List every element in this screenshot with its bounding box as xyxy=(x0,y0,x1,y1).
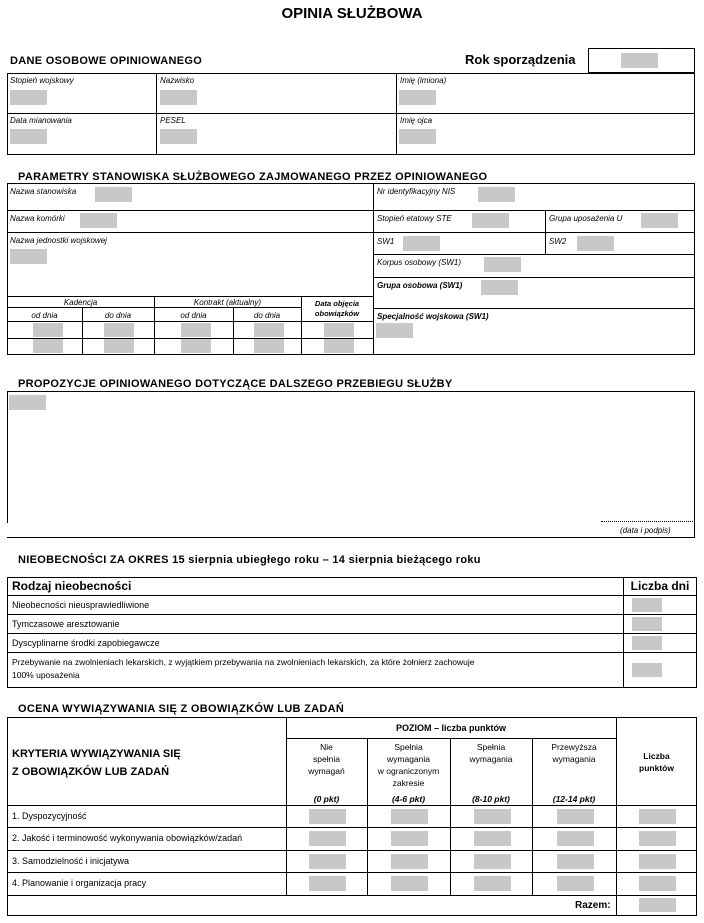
score-field-r3-c1[interactable] xyxy=(309,854,346,869)
ste-field[interactable] xyxy=(472,213,509,228)
surname-field[interactable] xyxy=(160,90,197,105)
contract-to-2[interactable] xyxy=(254,339,284,353)
cadence-to-2[interactable] xyxy=(104,339,134,353)
cadence-to-1[interactable] xyxy=(104,323,134,337)
absence-type-header: Rodzaj nieobecności xyxy=(12,579,132,593)
names-field[interactable] xyxy=(399,90,436,105)
surname-label: Nazwisko xyxy=(160,76,195,85)
pesel-field[interactable] xyxy=(160,129,197,144)
personal-table xyxy=(7,73,695,155)
father-label: Imię ojca xyxy=(400,116,433,125)
contract-from-1[interactable] xyxy=(181,323,211,337)
absence-row-4-cont: 100% uposażenia xyxy=(12,670,80,680)
sw2-field[interactable] xyxy=(577,236,614,251)
section-proposals-heading: PROPOZYCJE OPINIOWANEGO DOTYCZĄCE DALSZEGO PRZEBIEGU SŁUŻBY xyxy=(18,378,453,390)
contract-to: do dnia xyxy=(253,311,281,320)
score-field-r2-c1[interactable] xyxy=(309,831,346,846)
signature-label: (data i podpis) xyxy=(620,526,671,535)
corps-field[interactable] xyxy=(484,257,521,272)
absence-days-2[interactable] xyxy=(632,617,662,631)
cell-label: Nazwa komórki xyxy=(10,214,65,223)
level-col-3: Spełnia wymagania xyxy=(469,742,513,764)
pay-group-label: Grupa uposażenia U xyxy=(549,214,623,223)
cadence-from-2[interactable] xyxy=(33,339,63,353)
pts-col-1: (0 pkt) xyxy=(313,794,340,804)
section-position-heading: PARAMETRY STANOWISKA SŁUŻBOWEGO ZAJMOWANEGO PRZEZ OPINIOWANEGO xyxy=(18,171,488,183)
contract-header: Kontrakt (aktualny) xyxy=(193,298,262,307)
year-field[interactable] xyxy=(621,53,658,68)
specialty-field[interactable] xyxy=(376,323,413,338)
contract-from-2[interactable] xyxy=(181,339,211,353)
score-field-r4-c2[interactable] xyxy=(391,876,428,891)
rank-label: Stopień wojskowy xyxy=(10,76,74,85)
section-evaluation-heading: OCENA WYWIĄZYWANIA SIĘ Z OBOWIĄZKÓW LUB ZADAŃ xyxy=(18,703,345,715)
points-header: Liczba punktów xyxy=(639,751,674,773)
duties-date-header: Data objęcia xyxy=(314,299,360,308)
unit-label: Nazwa jednostki wojskowej xyxy=(10,236,107,245)
score-field-r4-c1[interactable] xyxy=(309,876,346,891)
score-field-r3-c2[interactable] xyxy=(391,854,428,869)
score-field-r3-c3[interactable] xyxy=(474,854,511,869)
nis-field[interactable] xyxy=(478,187,515,202)
names-label: Imię (imiona) xyxy=(400,76,447,85)
score-field-r3-c4[interactable] xyxy=(557,854,594,869)
score-field-r2-c5[interactable] xyxy=(639,831,676,846)
score-field-r1-c4[interactable] xyxy=(557,809,594,824)
section-absences-heading: NIEOBECNOŚCI ZA OKRES 15 sierpnia ubiegłego roku – 14 sierpnia bieżącego roku xyxy=(18,554,481,566)
group-field[interactable] xyxy=(481,280,518,295)
score-field-r2-c3[interactable] xyxy=(474,831,511,846)
absence-row-2: Tymczasowe aresztowanie xyxy=(12,619,120,629)
level-col-1: Nie spełnia wymagań xyxy=(308,742,345,776)
score-field-r4-c4[interactable] xyxy=(557,876,594,891)
proposals-box xyxy=(7,391,695,538)
criterion-row-3: 3. Samodzielność i inicjatywa xyxy=(12,856,130,866)
promo-date-label: Data mianowania xyxy=(10,116,72,125)
cell-field[interactable] xyxy=(80,213,117,228)
score-field-r1-c5[interactable] xyxy=(639,809,676,824)
score-field-r3-c5[interactable] xyxy=(639,854,676,869)
cadence-header: Kadencja xyxy=(63,298,98,307)
position-label: Nazwa stanowiska xyxy=(10,187,77,196)
level-col-4: Przewyższa wymagania xyxy=(551,742,597,764)
unit-field[interactable] xyxy=(10,249,47,264)
pesel-label: PESEL xyxy=(160,116,186,125)
level-col-2: Spełnia wymagania w ograniczonym zakresie xyxy=(377,742,440,788)
total-label: Razem: xyxy=(575,900,611,911)
sw1-label: SW1 xyxy=(377,237,395,246)
nis-label: Nr identyfikacyjny NIS xyxy=(377,187,456,196)
absence-days-4[interactable] xyxy=(632,663,662,677)
rank-field[interactable] xyxy=(10,90,47,105)
absence-days-header: Liczba dni xyxy=(630,579,690,593)
absence-days-3[interactable] xyxy=(632,636,662,650)
score-field-r4-c3[interactable] xyxy=(474,876,511,891)
absence-row-4: Przebywanie na zwolnieniach lekarskich, z wyjątkiem przebywania na zwolnieniach lekarskich, za które żołnierz zachowuje xyxy=(12,657,475,667)
page-title: OPINIA SŁUŻBOWA xyxy=(281,5,423,22)
score-field-r2-c2[interactable] xyxy=(391,831,428,846)
score-field-r1-c1[interactable] xyxy=(309,809,346,824)
level-header: POZIOM – liczba punktów xyxy=(395,723,506,733)
score-field-r1-c3[interactable] xyxy=(474,809,511,824)
absence-row-1: Nieobecności nieusprawiedliwione xyxy=(12,600,150,610)
ste-label: Stopień etatowy STE xyxy=(377,214,452,223)
contract-from: od dnia xyxy=(180,311,207,320)
group-label: Grupa osobowa (SW1) xyxy=(377,281,463,290)
score-field-r4-c5[interactable] xyxy=(639,876,676,891)
total-field[interactable] xyxy=(639,898,676,912)
year-label: Rok sporządzenia xyxy=(465,52,576,67)
section-personal-heading: DANE OSOBOWE OPINIOWANEGO xyxy=(10,55,203,67)
contract-to-1[interactable] xyxy=(254,323,284,337)
position-field[interactable] xyxy=(95,187,132,202)
score-field-r1-c2[interactable] xyxy=(391,809,428,824)
criterion-row-2: 2. Jakość i terminowość wykonywania obowiązków/zadań xyxy=(12,833,243,843)
criteria-header-2: Z OBOWIĄZKÓW LUB ZADAŃ xyxy=(12,766,170,778)
criteria-header: KRYTERIA WYWIĄZYWANIA SIĘ xyxy=(12,748,181,760)
absence-row-3: Dyscyplinarne środki zapobiegawcze xyxy=(12,638,160,648)
score-field-r2-c4[interactable] xyxy=(557,831,594,846)
duties-date-2[interactable] xyxy=(324,339,354,353)
duties-date-header-2: obowiązków xyxy=(314,309,360,318)
promo-date-field[interactable] xyxy=(10,129,47,144)
specialty-label: Specjalność wojskowa (SW1) xyxy=(377,312,489,321)
signature-line xyxy=(601,521,693,522)
sw2-label: SW2 xyxy=(549,237,567,246)
father-field[interactable] xyxy=(399,129,436,144)
cadence-to: do dnia xyxy=(104,311,132,320)
cadence-from: od dnia xyxy=(31,311,58,320)
proposals-field[interactable] xyxy=(9,395,46,410)
sw1-field[interactable] xyxy=(403,236,440,251)
absence-days-1[interactable] xyxy=(632,598,662,612)
criterion-row-4: 4. Planowanie i organizacja pracy xyxy=(12,878,147,888)
pts-col-3: (8-10 pkt) xyxy=(472,794,510,804)
pay-group-field[interactable] xyxy=(641,213,678,228)
cadence-from-1[interactable] xyxy=(33,323,63,337)
duties-date-1[interactable] xyxy=(324,323,354,337)
pts-col-4: (12-14 pkt) xyxy=(552,794,596,804)
corps-label: Korpus osobowy (SW1) xyxy=(377,258,462,267)
criterion-row-1: 1. Dyspozycyjność xyxy=(12,811,87,821)
pts-col-2: (4-6 pkt) xyxy=(391,794,426,804)
